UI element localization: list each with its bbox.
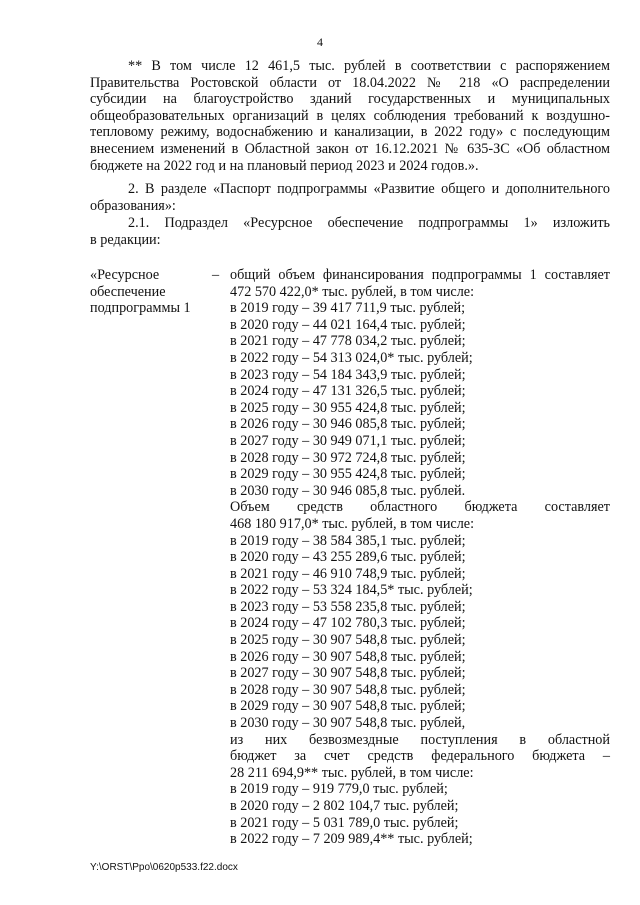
value-line: в 2021 году – 46 910 748,9 тыс. рублей; (230, 565, 466, 582)
value-line: общий объем финансирования подпрограммы 1 составляет (230, 267, 610, 283)
text-line: бюджете на 2022 год и на плановый период 2023 и 2024 годов.». (90, 157, 479, 174)
value-line: в 2026 году – 30 907 548,8 тыс. рублей; (230, 648, 466, 665)
value-line: в 2023 году – 53 558 235,8 тыс. рублей; (230, 598, 466, 615)
value-line: 472 570 422,0* тыс. рублей, в том числе: (230, 283, 475, 300)
page-number: 4 (317, 35, 323, 49)
value-line: в 2024 году – 47 102 780,3 тыс. рублей; (230, 615, 466, 632)
footnote-paragraph (90, 58, 610, 174)
label-line: подпрограммы 1 (90, 300, 191, 317)
passport-value (230, 267, 610, 848)
text-line: Правительства Ростовской области от 18.04.2022 № 218 «О распределении (90, 74, 610, 91)
value-line: в 2019 году – 38 584 385,1 тыс. рублей; (230, 532, 466, 549)
passport-dash: – (212, 267, 220, 283)
text-line: 2. В разделе «Паспорт подпрограммы «Развитие общего и дополнительного (128, 181, 610, 197)
value-line: в 2020 году – 2 802 104,7 тыс. рублей; (230, 798, 459, 814)
value-line: в 2028 году – 30 907 548,8 тыс. рублей; (230, 681, 466, 698)
value-line: в 2030 году – 30 946 085,8 тыс. рублей. (230, 482, 466, 499)
value-line: в 2028 году – 30 972 724,8 тыс. рублей; (230, 449, 466, 466)
value-line: в 2022 году – 54 313 024,0* тыс. рублей; (230, 349, 473, 366)
value-line: в 2020 году – 43 255 289,6 тыс. рублей; (230, 549, 466, 566)
value-line: в 2020 году – 44 021 164,4 тыс. рублей; (230, 316, 466, 333)
value-line: в 2029 году – 30 907 548,8 тыс. рублей; (230, 698, 466, 715)
text-line: 2.1. Подраздел «Ресурсное обеспечение подпрограммы 1» изложить (128, 215, 610, 231)
value-line: 28 211 694,9** тыс. рублей, в том числе: (230, 764, 474, 781)
section-paragraph (90, 181, 610, 214)
text-line: внесением изменений в Областной закон от 16.12.2021 № 635-ЗС «Об областном (90, 140, 610, 157)
value-line: в 2026 году – 30 946 085,8 тыс. рублей; (230, 416, 466, 433)
value-line: в 2024 году – 47 131 326,5 тыс. рублей; (230, 383, 466, 400)
value-line: в 2027 году – 30 949 071,1 тыс. рублей; (230, 432, 466, 449)
text-line: ** В том числе 12 461,5 тыс. рублей в соответствии с распоряжением (128, 58, 610, 74)
value-line: в 2022 году – 53 324 184,5* тыс. рублей; (230, 582, 473, 599)
value-line: в 2025 году – 30 955 424,8 тыс. рублей; (230, 399, 466, 416)
text-line: образования»: (90, 197, 176, 214)
value-line: в 2021 году – 5 031 789,0 тыс. рублей; (230, 814, 459, 831)
value-line: в 2019 году – 39 417 711,9 тыс. рублей; (230, 300, 466, 317)
text-line: в редакции: (90, 231, 161, 248)
footer-file-path: Y:\ORST\Ppo\0620p533.f22.docx (90, 862, 238, 873)
value-line: в 2019 году – 919 779,0 тыс. рублей; (230, 781, 448, 798)
value-line: 468 180 917,0* тыс. рублей, в том числе: (230, 515, 475, 532)
value-line: в 2027 году – 30 907 548,8 тыс. рублей; (230, 665, 466, 682)
value-line: Объем средств областного бюджета составляет (230, 499, 610, 516)
value-line: в 2025 году – 30 907 548,8 тыс. рублей; (230, 632, 466, 649)
value-line: в 2029 году – 30 955 424,8 тыс. рублей; (230, 466, 466, 483)
label-line: обеспечение (90, 283, 166, 300)
text-line: тепловому режиму, водоснабжению и канализации, в 2022 году» с последующим (90, 124, 610, 141)
passport-label (90, 267, 210, 317)
value-line: в 2023 году – 54 184 343,9 тыс. рублей; (230, 366, 466, 383)
text-line: общеобразовательных организаций в целях соблюдения требований к воздушно- (90, 107, 610, 124)
value-line: бюджет за счет средств федерального бюджета – (230, 748, 610, 765)
label-line: «Ресурсное (90, 267, 160, 283)
value-line: в 2022 году – 7 209 989,4** тыс. рублей; (230, 831, 473, 848)
value-line: из них безвозмездные поступления в областной (230, 731, 610, 748)
subsection-paragraph (90, 215, 610, 248)
value-line: в 2030 году – 30 907 548,8 тыс. рублей, (230, 715, 466, 732)
value-line: в 2021 году – 47 778 034,2 тыс. рублей; (230, 333, 466, 350)
text-line: субсидии на благоустройство зданий государственных и муниципальных (90, 91, 610, 108)
